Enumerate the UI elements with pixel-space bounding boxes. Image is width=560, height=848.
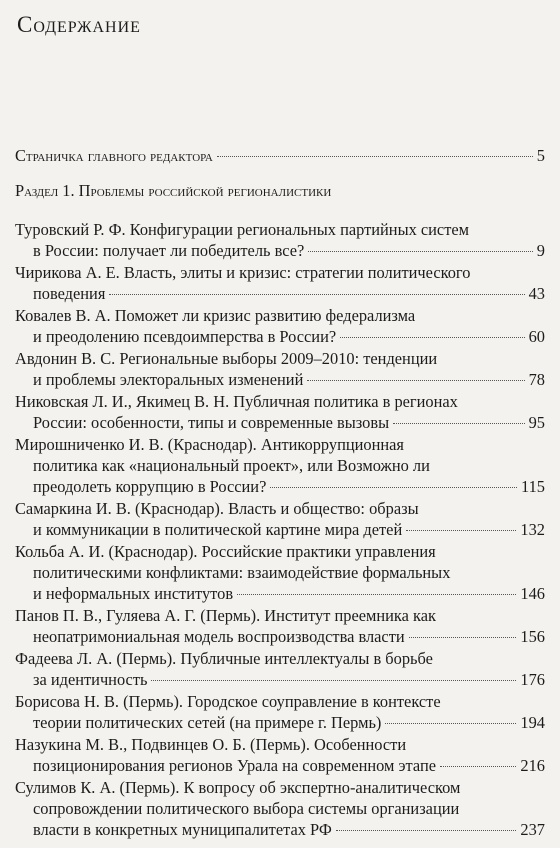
toc-entry-line: Кольба А. И. (Краснодар). Российские практики управления — [15, 542, 436, 561]
page-number: 156 — [520, 627, 545, 646]
toc-entry[interactable] — [15, 734, 545, 776]
page-title: Содержание — [17, 12, 141, 37]
dot-leader — [340, 337, 524, 338]
toc-entry[interactable] — [15, 605, 545, 647]
toc-entry-line: Фадеева Л. А. (Пермь). Публичные интеллектуалы в борьбе — [15, 649, 433, 668]
toc-entry-line: Сулимов К. А. (Пермь). К вопросу об экспертно-аналитическом — [15, 778, 461, 797]
page-number: 5 — [536, 146, 545, 165]
toc-entry-line: Борисова Н. В. (Пермь). Городское соуправление в контексте — [15, 692, 441, 711]
toc-entry[interactable] — [15, 391, 545, 433]
toc-entry-line: теории политических сетей (на примере г. Пермь) — [33, 713, 382, 732]
toc-entry-line: сопровождении политического выбора системы организации — [33, 799, 460, 818]
toc-entry-line: поведения — [33, 284, 106, 303]
dot-leader — [409, 637, 517, 638]
dot-leader — [237, 594, 516, 595]
toc-entry-line: и проблемы электоральных изменений — [33, 370, 304, 389]
toc-entry-line: за идентичность — [33, 670, 148, 689]
toc-entry-line: политическими конфликтами: взаимодействие формальных — [33, 563, 451, 582]
dot-leader — [440, 766, 516, 767]
toc-entry[interactable] — [15, 434, 545, 497]
toc-entry-line: России: особенности, типы и современные вызовы — [33, 413, 390, 432]
page-number: 216 — [520, 756, 545, 775]
toc-entry-editor[interactable] — [15, 145, 545, 166]
toc-entry[interactable] — [15, 648, 545, 690]
page-number: 9 — [536, 241, 545, 260]
toc-entry-line: и коммуникации в политической картине мира детей — [33, 520, 403, 539]
page-number: 115 — [521, 477, 545, 496]
page-number: 237 — [520, 820, 545, 839]
toc-entry[interactable] — [15, 305, 545, 347]
toc-entry-line: преодолеть коррупцию в России? — [33, 477, 267, 496]
toc-entry-line: Никовская Л. И., Якимец В. Н. Публичная политика в регионах — [15, 392, 458, 411]
toc-entry[interactable] — [15, 691, 545, 733]
page-number: 132 — [520, 520, 545, 539]
dot-leader — [217, 156, 533, 157]
toc-entry-line: Авдонин В. С. Региональные выборы 2009–2010: тенденции — [15, 349, 438, 368]
toc-entry-line: Мирошниченко И. В. (Краснодар). Антикоррупционная — [15, 435, 404, 454]
page-number: 60 — [528, 327, 545, 346]
dot-leader — [151, 680, 516, 681]
toc-entry-line: и неформальных институтов — [33, 584, 234, 603]
dot-leader — [393, 423, 525, 424]
toc-entry-line: позиционирования регионов Урала на современном этапе — [33, 756, 437, 775]
toc-entry-line: неопатримониальная модель воспроизводства власти — [33, 627, 405, 646]
section-heading: Раздел 1. Проблемы российской регионалистики — [15, 181, 332, 200]
dot-leader — [406, 530, 516, 531]
toc-entry-line: политика как «национальный проект», или Возможно ли — [33, 456, 430, 475]
toc-entry-line: Самаркина И. В. (Краснодар). Власть и общество: образы — [15, 499, 419, 518]
toc-entry[interactable] — [15, 498, 545, 540]
toc-entry-line: власти в конкретных муниципалитетах РФ — [33, 820, 332, 839]
toc-entry[interactable] — [15, 262, 545, 304]
toc-entry-line: Назукина М. В., Подвинцев О. Б. (Пермь). Особенности — [15, 735, 407, 754]
toc-entry-text: Страничка главного редактора — [15, 146, 213, 165]
page-number: 95 — [528, 413, 545, 432]
toc-entry-line: Панов П. В., Гуляева А. Г. (Пермь). Институт преемника как — [15, 606, 436, 625]
toc-entry[interactable] — [15, 541, 545, 604]
page-number: 78 — [528, 370, 545, 389]
dot-leader — [270, 487, 517, 488]
page-number: 146 — [520, 584, 545, 603]
page-number: 43 — [528, 284, 545, 303]
page-number: 194 — [520, 713, 545, 732]
dot-leader — [109, 294, 524, 295]
page-number: 176 — [520, 670, 545, 689]
dot-leader — [336, 830, 517, 831]
toc-entry[interactable] — [15, 219, 545, 261]
dot-leader — [308, 251, 533, 252]
toc-entry-line: в России: получает ли победитель все? — [33, 241, 305, 260]
toc-entry-line: Ковалев В. А. Поможет ли кризис развитию федерализма — [15, 306, 416, 325]
toc-entry[interactable] — [15, 348, 545, 390]
toc-entry-line: и преодолению псевдоимперства в России? — [33, 327, 337, 346]
dot-leader — [307, 380, 524, 381]
toc-entry-line: Чирикова А. Е. Власть, элиты и кризис: стратегии политического — [15, 263, 471, 282]
dot-leader — [385, 723, 516, 724]
toc-entry-line: Туровский Р. Ф. Конфигурации региональных партийных систем — [15, 220, 470, 239]
toc-entry[interactable] — [15, 777, 545, 840]
